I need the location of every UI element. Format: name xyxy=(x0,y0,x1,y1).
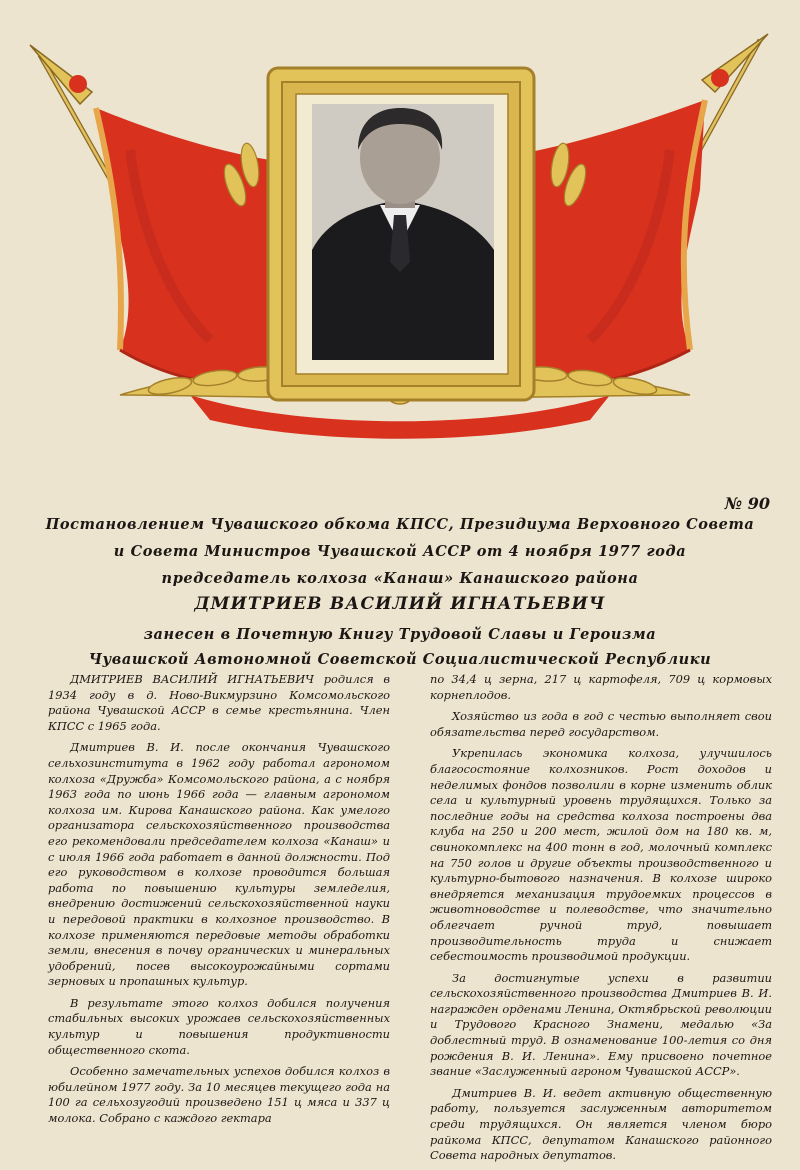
right-paragraph: Хозяйство из года в год с честью выполняет свои обязательства перед государством. xyxy=(430,709,772,739)
left-paragraph: Особенно замечательных успехов добился колхоз в юбилейном 1977 году. За 10 месяцев текущего года на 100 га сельхозугодий произведено 151 ц мяса и 337 ц молока. Собрано с каждого гектара xyxy=(48,1064,390,1126)
decree-heading-line-4: занесен в Почетную Книгу Трудовой Славы и Героизма xyxy=(143,626,657,643)
decree-heading-line-5: Чувашской Автономной Советской Социалистической Республики xyxy=(88,651,712,668)
decree-heading-line-3: председатель колхоза «Канаш» Канашского района xyxy=(161,570,639,587)
biography-right-column xyxy=(430,672,772,1170)
document-number: № 90 xyxy=(724,494,770,513)
decree-heading-line-2: и Совета Министров Чувашской АССР от 4 ноября 1977 года xyxy=(113,543,687,560)
left-paragraph: Дмитриев В. И. после окончания Чувашского сельхозинститута в 1962 году работал агрономом колхоза «Дружба» Комсомольского района, а с ноября 1963 года по июнь 1966 года — главным агрономом колхоза им. Кирова Канашского района. Как умелого организатора сельскохозяйственного производства его рекомендовали председателем колхоза «Канаш» и с июля 1966 года работает в данной должности. Под его руководством в колхозе проводится большая работа по повышению культуры земледелия, внедрению достижений сельскохозяйственной науки и передовой практики в колхозное производство. В колхозе применяются передовые методы обработки земли, внесения в почву органических и минеральных удобрений, посев высокоурожайными сортами зерновых и пропашных культур. xyxy=(48,740,390,989)
biography-left-column xyxy=(48,672,390,1133)
right-paragraph: Укрепилась экономика колхоза, улучшилось благосостояние колхозников. Рост доходов и неделимых фондов позволили в корне изменить облик села и культурный уровень трудящихся. Только за последние годы на средства колхоза построены два клуба на 250 и 200 мест, жилой дом на 180 кв. м, свинокомплекс на 400 тонн в год, молочный комплекс на 750 голов и другие объекты производственного и культурно-бытового назначения. В колхозе широко внедряется механизация трудоемких процессов в животноводстве и полеводстве, что значительно облегчает ручной труд, повышает производительность труда и снижает себестоимость производимой продукции. xyxy=(430,746,772,964)
emblem-illustration xyxy=(0,0,800,470)
left-paragraph: В результате этого колхоз добился получения стабильных высоких урожаев сельскохозяйственных культур и повышения продуктивности общественного скота. xyxy=(48,995,390,1057)
decree-heading-line-1: Постановлением Чувашского обкома КПСС, Президиума Верховного Совета xyxy=(45,516,755,533)
right-paragraph: За достигнутые успехи в развитии сельскохозяйственного производства Дмитриев В. И. награжден орденами Ленина, Октябрьской революции и Трудового Красного Знамени, медалью «За доблестный труд. В ознаменование 100-летия со дня рождения В. И. Ленина». Ему присвоено почетное звание «Заслуженный агроном Чувашской АССР». xyxy=(430,970,772,1079)
honoree-name: ДМИТРИЕВ ВАСИЛИЙ ИГНАТЬЕВИЧ xyxy=(194,594,606,614)
left-paragraph: ДМИТРИЕВ ВАСИЛИЙ ИГНАТЬЕВИЧ родился в 1934 году в д. Ново-Викмурзино Комсомольского района Чувашской АССР в семье крестьянина. Член КПСС с 1965 года. xyxy=(48,672,390,733)
right-paragraph: по 34,4 ц зерна, 217 ц картофеля, 709 ц кормовых корнеплодов. xyxy=(430,672,772,702)
right-paragraph: Дмитриев В. И. ведет активную общественную работу, пользуется заслуженным авторитетом среди трудящихся. Он является членом бюро райкома КПСС, депутатом Канашского районного Совета народных депутатов. xyxy=(430,1085,772,1163)
portrait-photo xyxy=(312,104,494,360)
